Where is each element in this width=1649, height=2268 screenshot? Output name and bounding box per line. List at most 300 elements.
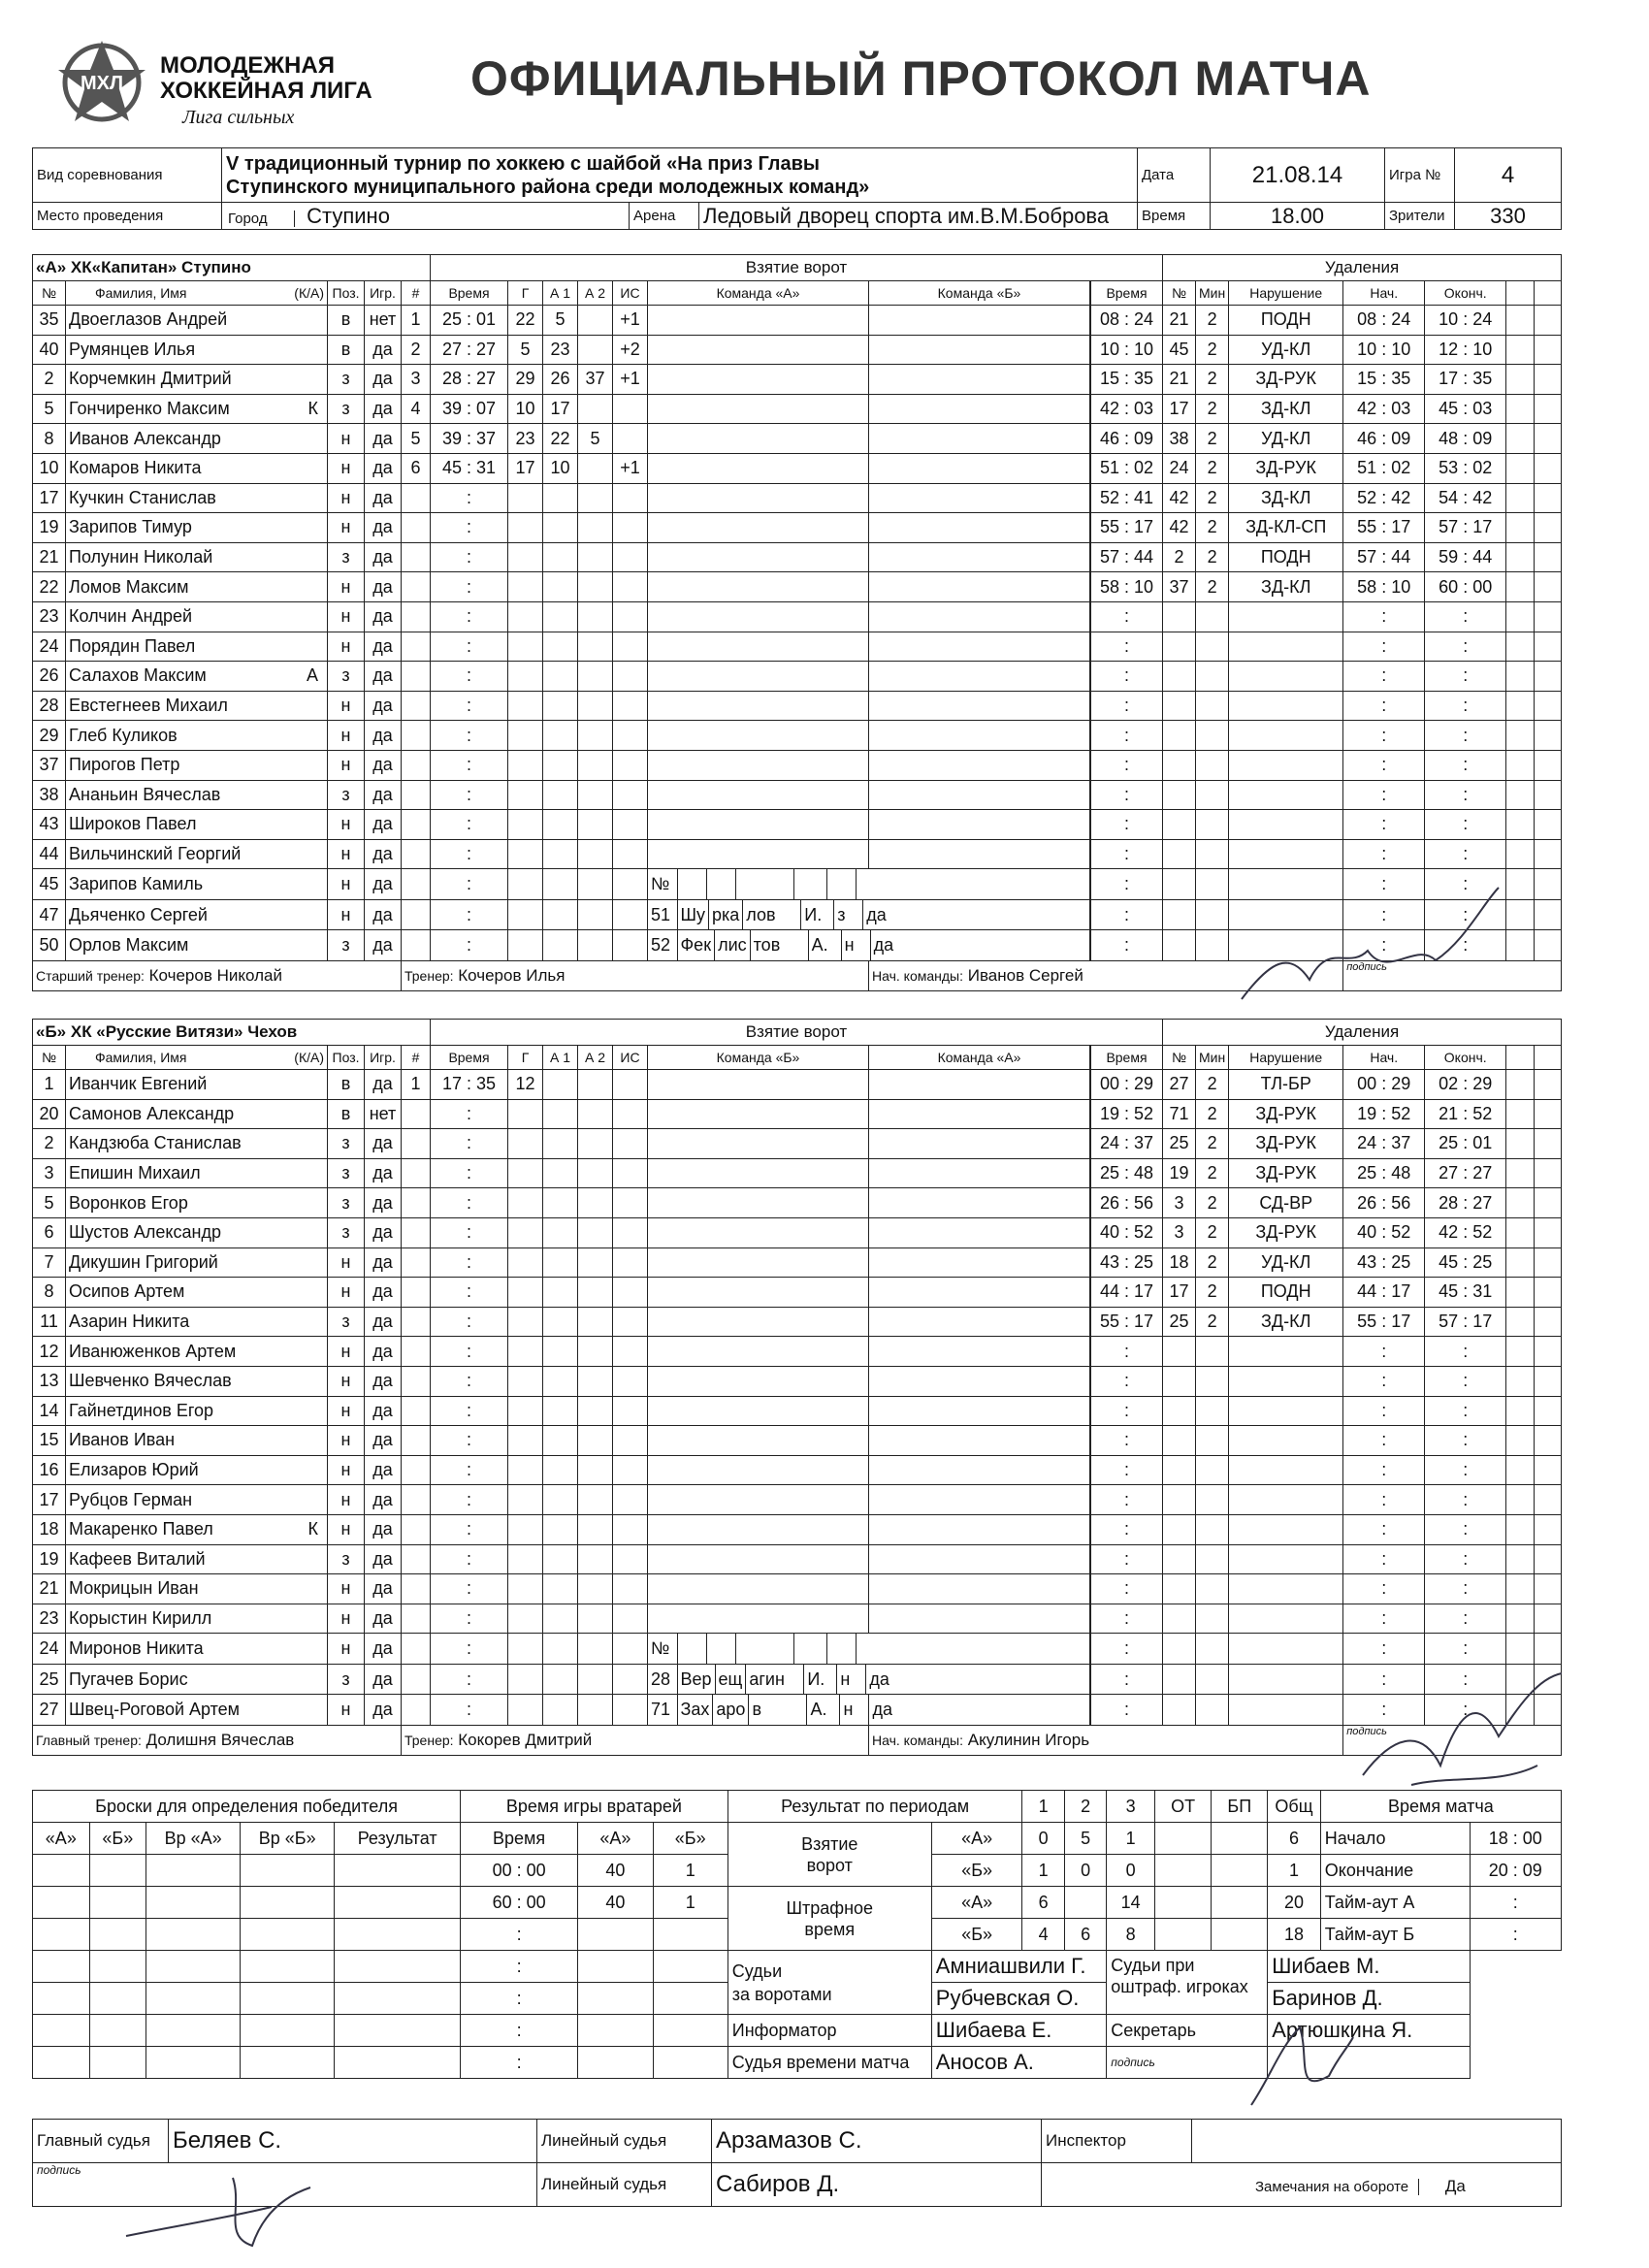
penalty-start-sec: 42 [1391, 487, 1411, 507]
penalty-violation: ЗД-КЛ [1229, 572, 1343, 602]
extra-number: 52 [648, 930, 677, 960]
penalty-sec: 35 [1134, 369, 1154, 389]
penalty-sec: 52 [1134, 1222, 1154, 1243]
col-pen-min: Мин [1196, 281, 1229, 306]
goal-time-empty: : [431, 632, 508, 662]
penalty-time-empty: : [1091, 1544, 1163, 1574]
col-pen-start: Нач. [1343, 1046, 1425, 1070]
player-number: 37 [33, 750, 66, 780]
game-number: 4 [1455, 148, 1562, 203]
penalty-min: 52 [1099, 487, 1119, 507]
player-number: 24 [33, 632, 66, 662]
coach-cell [402, 961, 869, 991]
penalty-start-sec: 17 [1391, 517, 1411, 537]
extra-position: н [840, 1695, 869, 1725]
penalty-start: 44 : 17 [1343, 1278, 1425, 1308]
coach-label: Тренер: [404, 967, 454, 984]
chief-label: Нач. команды: [872, 967, 963, 984]
extra-part2 [706, 869, 735, 899]
player-number: 17 [33, 483, 66, 513]
player-name-text: Дикушин Григорий [69, 1251, 218, 1272]
col-pen-end: Оконч. [1425, 1046, 1506, 1070]
player-position: з [328, 1217, 365, 1247]
penalty-time: 40 : 52 [1091, 1217, 1163, 1247]
penalty-end-sec: 17 [1472, 517, 1493, 537]
goal-assist1: 10 [543, 453, 578, 483]
penalty-violation: СД-ВР [1229, 1188, 1343, 1218]
penalty-violation: ЗД-КЛ-СП [1229, 513, 1343, 543]
player-name [66, 721, 328, 751]
player-played: да [365, 1188, 402, 1218]
inspector-label: Инспектор [1042, 2120, 1192, 2163]
goal-number: 1 [402, 1070, 431, 1100]
goal-situation: +2 [613, 335, 648, 365]
player-row [33, 1337, 1562, 1367]
player-name [66, 1664, 328, 1695]
coach-label: Тренер: [404, 1732, 454, 1748]
goals-a-label: «А» [931, 1823, 1022, 1855]
player-name [66, 1278, 328, 1308]
extra-part1 [677, 1634, 706, 1664]
player-name [66, 1514, 328, 1544]
player-row [33, 721, 1562, 751]
player-played: да [365, 453, 402, 483]
penalty-end: 02 : 29 [1425, 1070, 1506, 1100]
goal-time-empty: : [431, 1544, 508, 1574]
extra-part2: аро [713, 1695, 749, 1725]
penalty-start-sec: 09 [1391, 428, 1411, 448]
penalty-start-sec: 35 [1391, 369, 1411, 389]
player-position: н [328, 691, 365, 721]
shootout-result-header: Результат [335, 1823, 461, 1855]
player-row [33, 839, 1562, 869]
player-name-text: Елизаров Юрий [69, 1460, 199, 1480]
goal-time: 25 : 01 [431, 306, 508, 336]
penalty-player: 24 [1163, 453, 1196, 483]
player-name-text: Иванюженков Артем [69, 1341, 237, 1361]
player-position: н [328, 453, 365, 483]
player-played: да [365, 335, 402, 365]
penalty-min: 10 [1099, 339, 1119, 359]
player-name [66, 1129, 328, 1159]
overtime-header: ОТ [1155, 1791, 1212, 1823]
player-position: н [328, 483, 365, 513]
informer-label: Информатор [728, 2015, 931, 2047]
gk-row2-min: 60 [492, 1892, 512, 1912]
penalty-start: 10 : 10 [1343, 335, 1425, 365]
extra-played [856, 1634, 1089, 1664]
player-name [66, 1307, 328, 1337]
pim-a-ot [1155, 1887, 1212, 1919]
player-number: 14 [33, 1396, 66, 1426]
goal-time-empty: : [431, 691, 508, 721]
player-position: н [328, 572, 365, 602]
player-name-text: Зарипов Камиль [69, 874, 204, 894]
goal-time: 45 : 31 [431, 453, 508, 483]
goals-b-ot [1155, 1855, 1212, 1887]
remarks-label: Замечания на обороте [1255, 2179, 1419, 2195]
player-name [66, 1247, 328, 1278]
penalty-end-empty: : [1425, 1544, 1506, 1574]
goal-time-empty: : [431, 1695, 508, 1726]
goal-scorer: 10 [508, 394, 543, 424]
player-position: н [328, 601, 365, 632]
goal-time-empty: : [431, 1634, 508, 1665]
goal-assist1: 17 [543, 394, 578, 424]
penalty-end: 45 : 31 [1425, 1278, 1506, 1308]
penalty-end-sec: 25 [1472, 1251, 1493, 1272]
player-name [66, 1604, 328, 1634]
penalty-end-empty: : [1425, 899, 1506, 930]
penalty-violation: ПОДН [1229, 306, 1343, 336]
player-row [33, 1396, 1562, 1426]
penalty-time: 15 : 35 [1091, 365, 1163, 395]
player-position: з [328, 542, 365, 572]
player-row [33, 1188, 1562, 1218]
penalty-time-empty: : [1091, 632, 1163, 662]
penalty-start-min: 55 [1357, 1312, 1377, 1332]
pim-b-p1: 4 [1022, 1919, 1064, 1951]
penalty-end-empty: : [1425, 1396, 1506, 1426]
col-goal-a1: А 1 [543, 1046, 578, 1070]
player-name [66, 1574, 328, 1604]
head-coach-label: Главный тренер: [36, 1732, 142, 1748]
player-number: 25 [33, 1664, 66, 1695]
col-name-label: Фамилия, Имя [95, 285, 187, 301]
goal-min: 25 [441, 309, 462, 330]
penalty-start-sec: 44 [1391, 547, 1411, 567]
player-name [66, 453, 328, 483]
player-name [66, 394, 328, 424]
penalty-time-empty: : [1091, 899, 1163, 930]
main-judge-label: Главный судья [33, 2120, 169, 2163]
col-team-b: Команда «А» [869, 1046, 1090, 1070]
penalty-start-sec: 52 [1391, 1222, 1411, 1243]
goal-time-empty: : [431, 542, 508, 572]
penalty-time: 43 : 25 [1091, 1247, 1163, 1278]
player-row [33, 1544, 1562, 1574]
gk-row1-time: 00 : 00 [461, 1855, 578, 1887]
informer-value: Шибаева Е. [931, 2015, 1107, 2047]
player-played: да [365, 750, 402, 780]
penalty-end-min: 28 [1439, 1192, 1459, 1213]
penalty-time-empty: : [1091, 1574, 1163, 1604]
penalty-start: 24 : 37 [1343, 1129, 1425, 1159]
chief-cell [869, 1726, 1343, 1756]
player-played: да [365, 1247, 402, 1278]
sign-label: подпись [1343, 1726, 1562, 1756]
penalty-start-sec: 48 [1391, 1163, 1411, 1183]
goal-min: 28 [441, 369, 462, 389]
player-played: да [365, 1604, 402, 1634]
player-number: 7 [33, 1247, 66, 1278]
goal-judge-2: Рубчевская О. [931, 1983, 1107, 2015]
penalty-end-min: 45 [1439, 1251, 1459, 1272]
penalty-violation: ПОДН [1229, 542, 1343, 572]
player-position: н [328, 513, 365, 543]
extra-part3: в [749, 1695, 807, 1725]
penalty-start-sec: 25 [1391, 1251, 1411, 1272]
goal-situation [613, 1070, 648, 1100]
pen-judges-label-line2: оштраф. игроках [1111, 1977, 1248, 1996]
penalty-violation: УД-КЛ [1229, 424, 1343, 454]
penalty-start-min: 24 [1357, 1133, 1377, 1153]
player-position: н [328, 1574, 365, 1604]
player-played: да [365, 721, 402, 751]
pim-label-line2: время [804, 1919, 856, 1939]
goal-time-empty: : [431, 1099, 508, 1129]
penalty-end-empty: : [1425, 750, 1506, 780]
penalty-start-min: 43 [1357, 1251, 1377, 1272]
penalty-sec: 10 [1134, 576, 1154, 597]
goal-time: 28 : 27 [431, 365, 508, 395]
player-played: да [365, 810, 402, 840]
extra-position: н [841, 930, 870, 960]
player-name [66, 365, 328, 395]
penalty-time-empty: : [1091, 810, 1163, 840]
col-goal-g: Г [508, 1046, 543, 1070]
penalty-end-sec: 09 [1472, 428, 1493, 448]
penalty-time-empty: : [1091, 721, 1163, 751]
penalty-min: 55 [1099, 1312, 1119, 1332]
goal-assist2 [578, 453, 613, 483]
penalty-time-empty: : [1091, 601, 1163, 632]
penalty-start: 57 : 44 [1343, 542, 1425, 572]
player-position: н [328, 1278, 365, 1308]
player-number: 10 [33, 453, 66, 483]
goal-judges-label-line2: за воротами [731, 1984, 832, 2004]
penalty-sec: 17 [1134, 1312, 1154, 1332]
penalty-end-empty: : [1425, 662, 1506, 692]
goal-judge-1: Амниашвили Г. [931, 1951, 1107, 1983]
goals-title: Взятие ворот [431, 255, 1163, 281]
penalty-end-sec: 17 [1472, 1312, 1493, 1332]
player-number: 23 [33, 601, 66, 632]
col-pen-time: Время [1091, 1046, 1163, 1070]
shootout-b-header: «Б» [89, 1823, 146, 1855]
player-position: з [328, 1664, 365, 1695]
city-cell [222, 203, 630, 230]
penalty-start: 40 : 52 [1343, 1217, 1425, 1247]
goal-judges-label [728, 1951, 931, 2015]
penalty-end-empty: : [1425, 869, 1506, 900]
penalty-end-sec: 35 [1472, 369, 1493, 389]
penalty-time: 42 : 03 [1091, 394, 1163, 424]
goal-min: 39 [441, 428, 462, 448]
pim-label [728, 1887, 931, 1951]
penalty-end-empty: : [1425, 1574, 1506, 1604]
player-played: да [365, 899, 402, 930]
player-played: да [365, 542, 402, 572]
arena-label: Арена [630, 203, 699, 230]
pim-a-p2 [1064, 1887, 1106, 1919]
penalty-time-empty: : [1091, 930, 1163, 961]
penalty-start-empty: : [1343, 1396, 1425, 1426]
team-title: «Б» ХК «Русские Витязи» Чехов [33, 1020, 431, 1046]
player-row [33, 1664, 1562, 1695]
penalty-end: 27 : 27 [1425, 1158, 1506, 1188]
pim-b-label: «Б» [931, 1919, 1022, 1951]
player-row [33, 1278, 1562, 1308]
penalty-time-empty: : [1091, 1634, 1163, 1665]
player-position: н [328, 424, 365, 454]
penalty-min: 57 [1099, 547, 1119, 567]
penalty-end-min: 17 [1439, 369, 1459, 389]
penalty-end-sec: 52 [1472, 1103, 1493, 1123]
teamB-table [32, 1019, 1562, 1756]
penalty-end-min: 59 [1439, 547, 1459, 567]
penalty-time-empty: : [1091, 1514, 1163, 1544]
player-name-text: Орлов Максим [69, 935, 189, 956]
player-row [33, 1158, 1562, 1188]
penalty-start-min: 55 [1357, 517, 1377, 537]
gk-time-title: Время игры вратарей [461, 1791, 728, 1823]
penalty-min: 15 [1099, 369, 1119, 389]
gk-row2-b: 1 [653, 1887, 728, 1919]
penalty-end-min: 42 [1439, 1222, 1459, 1243]
player-name-text: Ананьин Вячеслав [69, 784, 221, 804]
penalty-end-empty: : [1425, 1485, 1506, 1515]
penalty-start-empty: : [1343, 780, 1425, 810]
goal-situation: +1 [613, 306, 648, 336]
penalty-end-empty: : [1425, 1604, 1506, 1634]
penalty-end-sec: 44 [1472, 547, 1493, 567]
penalty-minutes: 2 [1196, 1129, 1229, 1159]
penalty-time: 25 : 48 [1091, 1158, 1163, 1188]
sign-label: подпись [1343, 961, 1562, 991]
extra-part3 [735, 869, 793, 899]
goal-time-empty: : [431, 810, 508, 840]
penalty-sec: 41 [1134, 487, 1154, 507]
pen-judge-2: Баринов Д. [1268, 1983, 1470, 2015]
goal-time-empty: : [431, 1604, 508, 1634]
penalty-end: 57 : 17 [1425, 1307, 1506, 1337]
penalty-start-empty: : [1343, 1514, 1425, 1544]
gk-row2-time: 60 : 00 [461, 1887, 578, 1919]
penalty-sec: 52 [1134, 1103, 1154, 1123]
penalty-start: 51 : 02 [1343, 453, 1425, 483]
periods-title: Результат по периодам [728, 1791, 1022, 1823]
player-name [66, 750, 328, 780]
penalty-min: 55 [1099, 517, 1119, 537]
goal-time-empty: : [431, 1664, 508, 1695]
player-played: да [365, 1070, 402, 1100]
timekeeper-value: Аносов А. [931, 2047, 1107, 2079]
player-row [33, 513, 1562, 543]
player-name [66, 691, 328, 721]
player-name [66, 899, 328, 930]
player-played: да [365, 869, 402, 900]
head-coach-cell [33, 1726, 402, 1756]
goal-time-empty: : [431, 869, 508, 900]
penalty-time: 46 : 09 [1091, 424, 1163, 454]
col-number: № [33, 281, 66, 306]
player-name [66, 780, 328, 810]
penalty-time: 26 : 56 [1091, 1188, 1163, 1218]
player-number: 50 [33, 930, 66, 961]
player-name-text: Колчин Андрей [69, 606, 193, 627]
player-played: да [365, 930, 402, 961]
time-value: 18.00 [1211, 203, 1385, 230]
player-number: 3 [33, 1158, 66, 1188]
goal-number: 1 [402, 306, 431, 336]
player-played: да [365, 1396, 402, 1426]
penalty-violation: УД-КЛ [1229, 335, 1343, 365]
player-number: 6 [33, 1217, 66, 1247]
player-name [66, 335, 328, 365]
player-row [33, 780, 1562, 810]
gk-row1-sec: 00 [526, 1860, 546, 1880]
penalty-time: 51 : 02 [1091, 453, 1163, 483]
player-played: да [365, 424, 402, 454]
goal-scorer: 5 [508, 335, 543, 365]
penalty-minutes: 2 [1196, 513, 1229, 543]
penalty-end-sec: 03 [1472, 399, 1493, 419]
penalty-end-empty: : [1425, 839, 1506, 869]
goals-label-line2: ворот [806, 1855, 853, 1875]
penalty-start-min: 15 [1357, 369, 1377, 389]
penalty-end-min: 02 [1439, 1074, 1459, 1094]
col-pen-violation: Нарушение [1229, 281, 1343, 306]
goal-number: 6 [402, 453, 431, 483]
player-name [66, 1485, 328, 1515]
player-played: да [365, 1426, 402, 1456]
penalty-start-empty: : [1343, 1604, 1425, 1634]
goal-time: 39 : 37 [431, 424, 508, 454]
player-name-text: Зарипов Тимур [69, 517, 192, 537]
penalty-min: 44 [1099, 1281, 1119, 1302]
penalty-start-empty: : [1343, 1695, 1425, 1726]
col-goal-is: ИС [613, 1046, 648, 1070]
penalty-violation: ЗД-РУК [1229, 1158, 1343, 1188]
period-3-header: 3 [1107, 1791, 1155, 1823]
player-name-text: Корчемкин Дмитрий [69, 369, 232, 389]
player-name-text: Корыстин Кирилл [69, 1607, 212, 1628]
player-name-text: Ломов Максим [69, 576, 189, 597]
pim-a-p1: 6 [1022, 1887, 1064, 1919]
player-number: 17 [33, 1485, 66, 1515]
player-position: з [328, 1158, 365, 1188]
player-played: да [365, 1307, 402, 1337]
penalty-start-sec: 17 [1391, 1281, 1411, 1302]
player-number: 5 [33, 394, 66, 424]
player-number: 16 [33, 1455, 66, 1485]
goals-b-p1: 1 [1022, 1855, 1064, 1887]
penalty-end-sec: 01 [1472, 1133, 1493, 1153]
penalty-end: 28 : 27 [1425, 1188, 1506, 1218]
player-number: 28 [33, 691, 66, 721]
end-minute: 09 [1522, 1860, 1542, 1880]
player-name [66, 1158, 328, 1188]
penalty-minutes: 2 [1196, 306, 1229, 336]
penalty-sec: 09 [1134, 428, 1154, 448]
penalty-minutes: 2 [1196, 1188, 1229, 1218]
player-position: н [328, 839, 365, 869]
player-row [33, 483, 1562, 513]
penalty-start-sec: 10 [1391, 339, 1411, 359]
penalty-end: 12 : 10 [1425, 335, 1506, 365]
penalty-sec: 29 [1134, 1074, 1154, 1094]
penalty-start-min: 58 [1357, 576, 1377, 597]
player-name [66, 1188, 328, 1218]
penalty-violation: ЗД-РУК [1229, 1217, 1343, 1247]
goal-assist2 [578, 306, 613, 336]
player-played: да [365, 691, 402, 721]
pim-a-bp [1212, 1887, 1268, 1919]
player-number: 18 [33, 1514, 66, 1544]
col-goal-a2: А 2 [578, 1046, 613, 1070]
player-played: да [365, 513, 402, 543]
